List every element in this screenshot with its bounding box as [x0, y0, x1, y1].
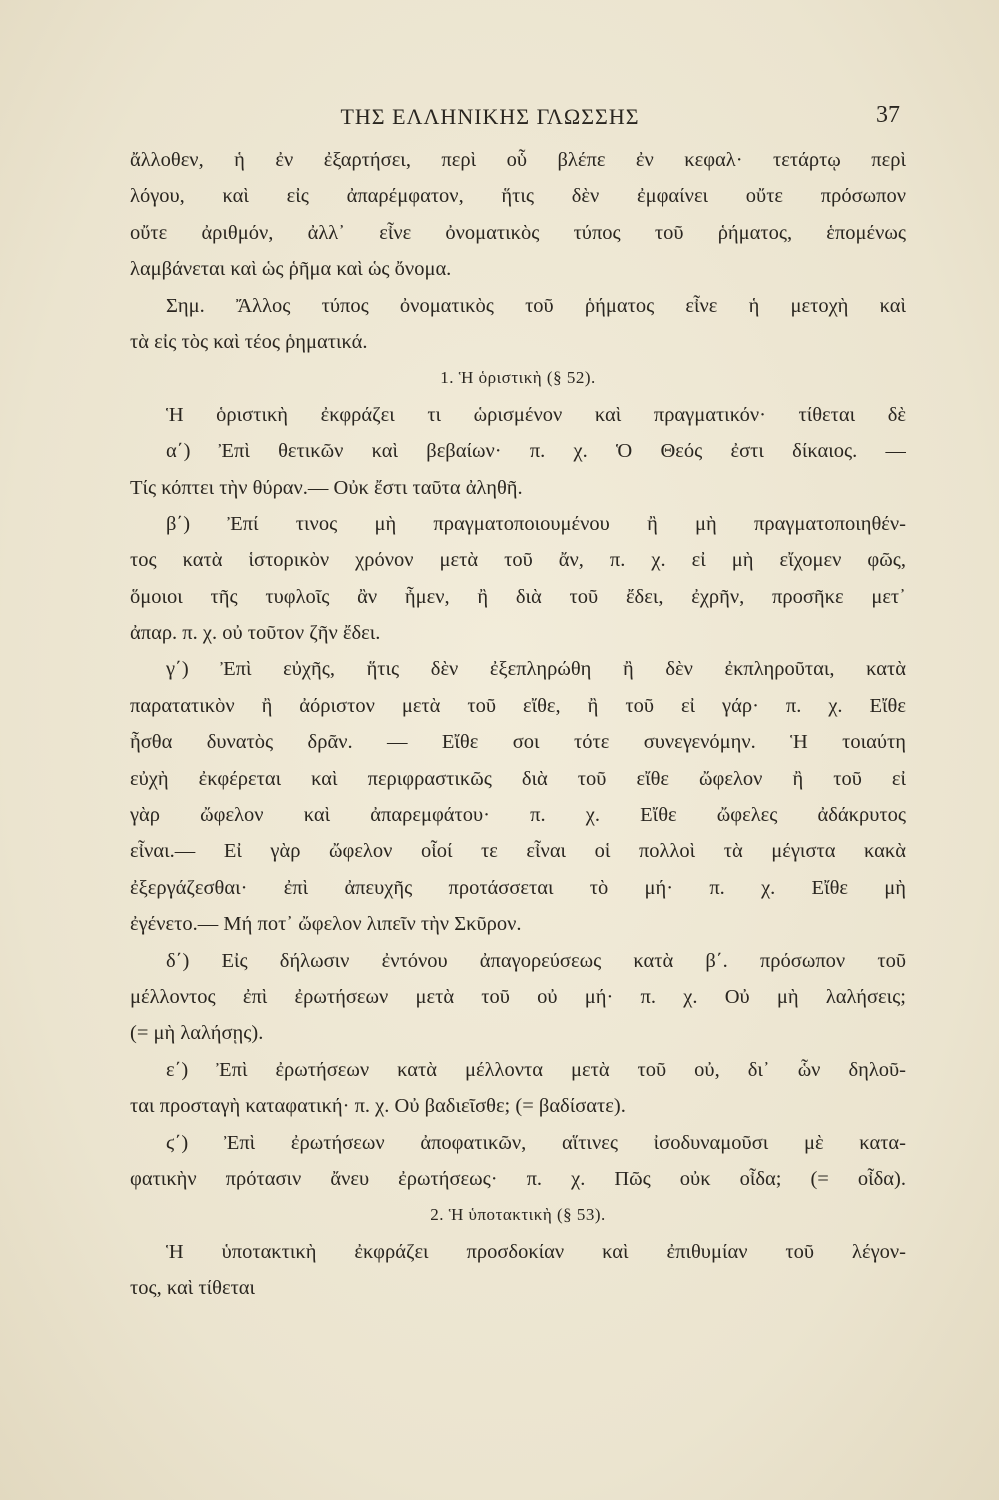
text-line: ἀπαρ. π. χ. οὐ τοῦτον ζῆν ἔδει.: [130, 622, 381, 645]
note-line: τὰ εἰς τὸς καὶ τέος ῥηματικά.: [130, 330, 368, 353]
page-number: 37: [876, 102, 900, 128]
text-line: ὅμοιοι τῆς τυφλοῖς ἂν ἦμεν, ἢ διὰ τοῦ ἔδει, ἐχρῆν, προσῆκε μετ᾽: [130, 585, 906, 608]
text-line: οὔτε ἀριθμόν, ἀλλ᾽ εἶνε ὀνοματικὸς τύπος τοῦ ῥήματος, ἑπομένως: [130, 221, 906, 244]
text-line: παρατατικὸν ἢ ἀόριστον μετὰ τοῦ εἴθε, ἢ τοῦ εἰ γάρ· π. χ. Εἴθε: [130, 694, 906, 717]
text-line: λαμβάνεται καὶ ὡς ῥῆμα καὶ ὡς ὄνομα.: [130, 258, 452, 281]
text-line: ἐξεργάζεσθαι· ἐπὶ ἀπευχῆς προτάσσεται τὸ μή· π. χ. Εἴθε μὴ: [130, 876, 906, 899]
text-line: εἶναι.— Εἰ γὰρ ὤφελον οἷοί τε εἶναι οἱ πολλοὶ τὰ μέγιστα κακὰ: [130, 840, 906, 863]
text-line: β΄) Ἐπί τινος μὴ πραγματοποιουμένου ἢ μὴ πραγματοποιηθέν-: [166, 512, 906, 535]
text-body: [130, 142, 906, 1307]
running-header: [80, 100, 900, 140]
text-line: Ἡ ὁριστικὴ ἐκφράζει τι ὡρισμένον καὶ πραγματικόν· τίθεται δὲ: [166, 403, 906, 426]
text-line: ε΄) Ἐπὶ ἐρωτήσεων κατὰ μέλλοντα μετὰ τοῦ οὐ, δι᾽ ὧν δηλοῦ-: [166, 1058, 906, 1081]
text-line: λόγου, καὶ εἰς ἀπαρέμφατον, ἥτις δὲν ἐμφαίνει οὔτε πρόσωπον: [130, 185, 906, 208]
text-line: α΄) Ἐπὶ θετικῶν καὶ βεβαίων· π. χ. Ὁ Θεός ἐστι δίκαιος. —: [166, 440, 906, 463]
section-heading: 2. Ἡ ὑποτακτικὴ (§ 53).: [430, 1205, 606, 1225]
text-line: Ἡ ὑποτακτικὴ ἐκφράζει προσδοκίαν καὶ ἐπιθυμίαν τοῦ λέγον-: [166, 1240, 906, 1263]
text-line: ἦσθα δυνατὸς δρᾶν. — Εἴθε σοι τότε συνεγενόμην. Ἡ τοιαύτη: [130, 731, 906, 754]
text-line: γ΄) Ἐπὶ εὐχῆς, ἥτις δὲν ἐξεπληρώθη ἢ δὲν ἐκπληροῦται, κατὰ: [166, 658, 906, 681]
text-line: (= μὴ λαλήσῃς).: [130, 1022, 264, 1045]
text-line: τος κατὰ ἱστορικὸν χρόνον μετὰ τοῦ ἄν, π. χ. εἰ μὴ εἴχομεν φῶς,: [130, 549, 906, 572]
text-line: ἄλλοθεν, ἡ ἐν ἐξαρτήσει, περὶ οὗ βλέπε ἐν κεφαλ· τετάρτῳ περὶ: [130, 149, 906, 171]
text-line: τος, καὶ τίθεται: [130, 1277, 256, 1300]
text-line: γὰρ ὤφελον καὶ ἀπαρεμφάτου· π. χ. Εἴθε ὤφελες ἀδάκρυτος: [130, 804, 906, 827]
text-line: ϛ΄) Ἐπὶ ἐρωτήσεων ἀποφατικῶν, αἵτινες ἰσοδυναμοῦσι μὲ κατα-: [166, 1131, 906, 1154]
note-line: Σημ. Ἄλλος τύπος ὀνοματικὸς τοῦ ῥήματος εἶνε ἡ μετοχὴ καὶ: [166, 294, 906, 317]
text-line: ἐγένετο.— Μή ποτ᾽ ὤφελον λιπεῖν τὴν Σκῦρον.: [130, 913, 522, 936]
text-line: εὐχὴ ἐκφέρεται καὶ περιφραστικῶς διὰ τοῦ εἴθε ὤφελον ἢ τοῦ εἰ: [130, 767, 906, 790]
running-title: ΤΗΣ ΕΛΛΗΝΙΚΗΣ ΓΛΩΣΣΗΣ: [340, 104, 640, 129]
text-line: ται προσταγὴ καταφατική· π. χ. Οὐ βαδιεῖσθε; (= βαδίσατε).: [130, 1095, 626, 1118]
text-line: δ΄) Εἰς δήλωσιν ἐντόνου ἀπαγορεύσεως κατὰ β΄. πρόσωπον τοῦ: [166, 949, 906, 972]
text-line: Τίς κόπτει τὴν θύραν.— Οὐκ ἔστι ταῦτα ἀληθῆ.: [130, 476, 523, 499]
text-line: φατικὴν πρότασιν ἄνευ ἐρωτήσεως· π. χ. Πῶς οὐκ οἶδα; (= οἶδα).: [130, 1167, 906, 1190]
text-line: μέλλοντος ἐπὶ ἐρωτήσεων μετὰ τοῦ οὐ μή· π. χ. Οὐ μὴ λαλήσεις;: [130, 985, 906, 1008]
section-heading: 1. Ἡ ὁριστικὴ (§ 52).: [440, 368, 596, 388]
